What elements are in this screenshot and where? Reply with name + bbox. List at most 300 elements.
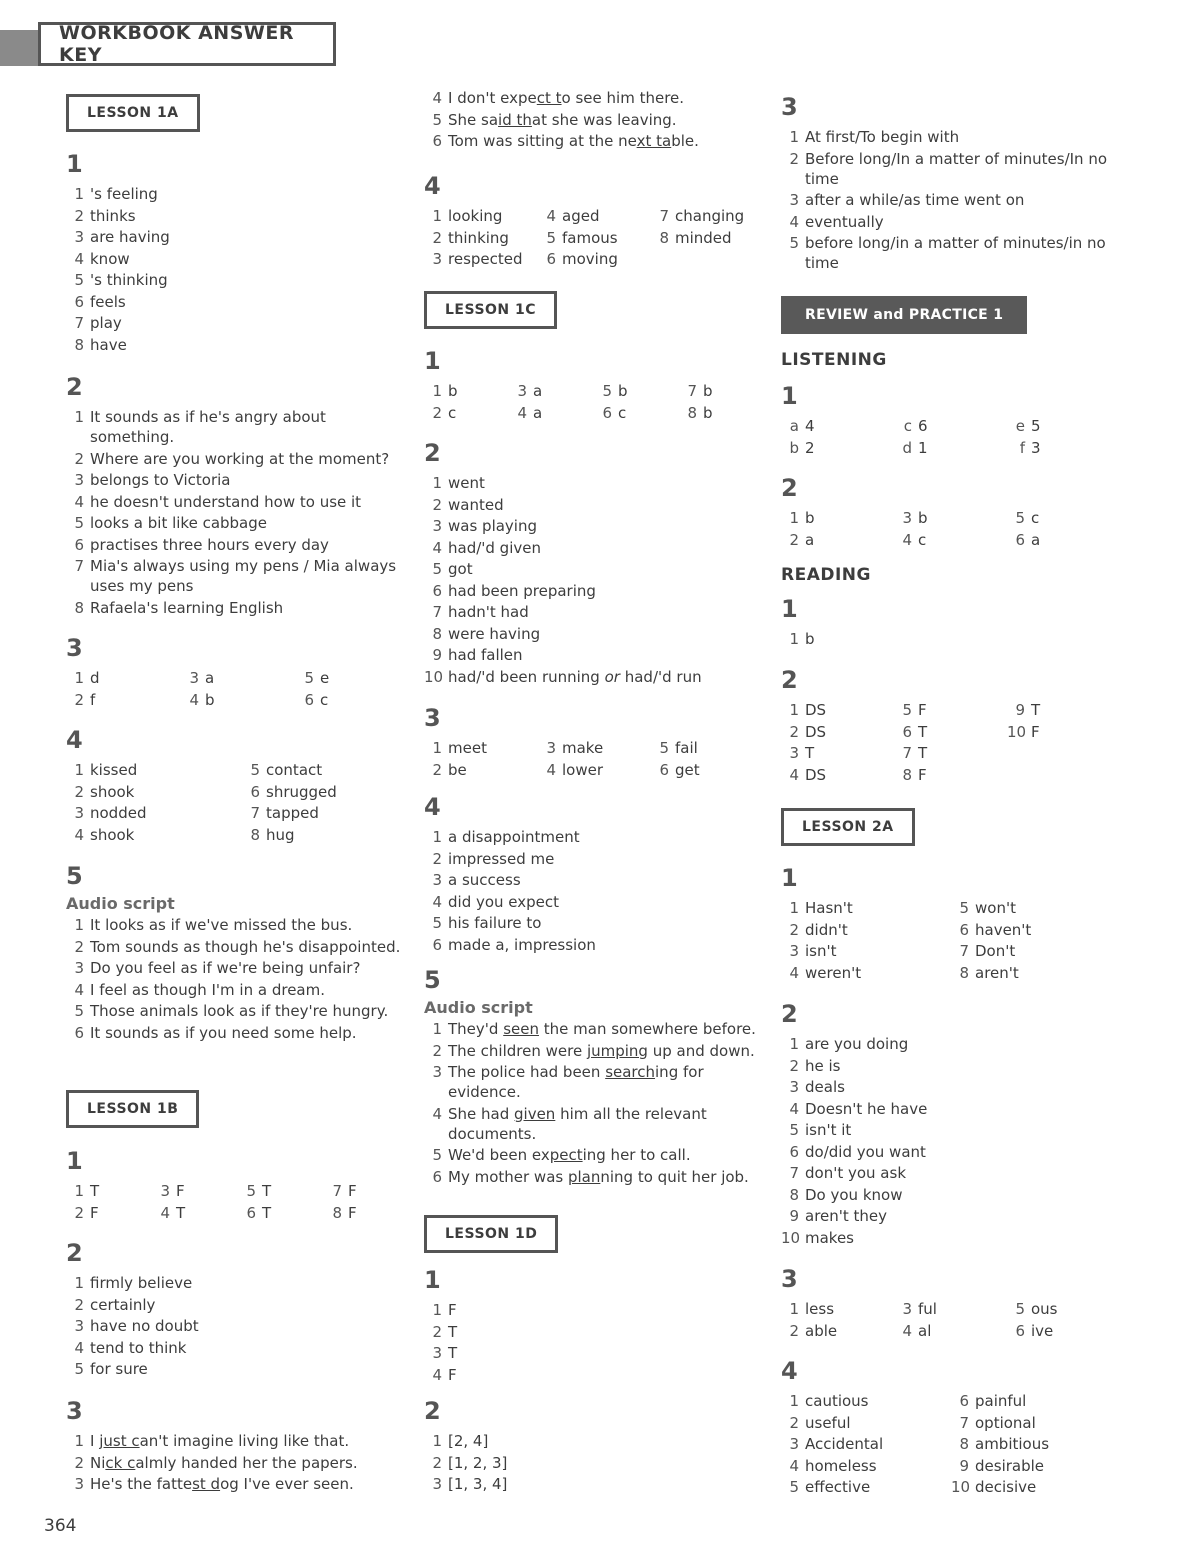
item-number: 1	[432, 1020, 442, 1038]
item-number: 4	[432, 89, 442, 107]
item-text: It looks as if we've missed the bus.	[90, 916, 353, 934]
item-text: did you expect	[448, 892, 560, 911]
item-number: 1	[789, 899, 799, 917]
item-text: an't imagine living like that.	[139, 1432, 350, 1450]
list-item	[781, 233, 1121, 273]
item-number: 1	[432, 1301, 442, 1319]
reading-heading: READING	[781, 565, 871, 585]
item-number: 5	[246, 1182, 256, 1200]
item-text: F	[348, 1182, 357, 1200]
item-number: 3	[432, 1063, 442, 1081]
item-text: T	[918, 722, 928, 741]
exercise: 2 1 [2, 4] 2 [1, 2, 3] 3 [1, 3, 4]	[424, 1397, 764, 1496]
list-item	[424, 1145, 764, 1165]
lesson-2a-header: LESSON 2A	[781, 808, 1181, 846]
grid-item	[324, 1203, 406, 1223]
item-text: optional	[975, 1413, 1036, 1432]
item-number: 8	[659, 228, 669, 247]
underlined-text: just c	[99, 1432, 140, 1450]
list-item	[424, 913, 764, 933]
item-number: 6	[74, 535, 84, 554]
item-number: 1	[789, 701, 799, 719]
grid-item	[66, 825, 242, 845]
item-text: She had	[448, 1104, 515, 1123]
item-text: before long/in a matter of minutes/in no time	[805, 234, 1106, 272]
item-text: 4	[805, 417, 815, 435]
item-text: F	[1031, 722, 1040, 741]
grid-item	[781, 898, 951, 918]
item-text: b	[805, 509, 815, 527]
grid-item	[66, 760, 242, 780]
grid-item	[242, 825, 406, 845]
exercise-continued	[424, 88, 764, 153]
grid-item	[66, 1203, 152, 1223]
item-number: 8	[250, 825, 260, 844]
exercise: 2 1 b 3 b 5 c 2 a 4 c 6 a	[781, 474, 1181, 550]
item-text: ous	[1031, 1300, 1058, 1318]
item-number: 1	[789, 1392, 799, 1410]
item-text: haven't	[975, 920, 1032, 939]
item-text: don't you ask	[805, 1164, 907, 1182]
item-number: 1	[74, 1274, 84, 1292]
item-text: c	[918, 530, 927, 549]
item-number: 5	[250, 761, 260, 779]
list-item	[66, 1453, 406, 1473]
item-text: went	[448, 474, 485, 492]
item-number: 7	[789, 1164, 799, 1182]
list-item	[66, 1023, 406, 1043]
item-number: 7	[659, 207, 669, 225]
grid-item	[1007, 743, 1120, 763]
item-number: 1	[74, 1182, 84, 1200]
item-text: og I've ever seen.	[220, 1475, 354, 1493]
item-text: minded	[675, 228, 732, 247]
item-text: ambitious	[975, 1435, 1050, 1453]
item-text: wanted	[448, 495, 504, 514]
item-number: 1	[74, 916, 84, 934]
item-number: 1	[74, 185, 84, 203]
lesson-1a-header: LESSON 1A	[66, 94, 406, 132]
item-text: T	[262, 1203, 272, 1222]
list-item	[66, 313, 406, 333]
item-text: his failure to	[448, 914, 542, 932]
list-item	[781, 190, 1121, 210]
grid-item	[651, 249, 764, 269]
item-number: e	[1015, 417, 1025, 435]
item-text: able	[805, 1321, 838, 1340]
grid-item	[781, 722, 894, 742]
list-item	[424, 870, 764, 890]
grid-item	[538, 228, 651, 248]
item-number: 3	[74, 1317, 84, 1335]
list-item	[66, 249, 406, 269]
item-text: had/'d given	[448, 538, 541, 557]
item-number: 5	[1015, 1300, 1025, 1318]
item-text: Tom was sitting at the ne	[448, 132, 637, 150]
item-number: 1	[789, 509, 799, 527]
grid-item	[781, 1299, 894, 1319]
item-number: 1	[432, 739, 442, 757]
item-text: F	[348, 1203, 357, 1222]
grid-item	[509, 403, 594, 423]
exercise: 4 1 kissed 5 contact 2 shook 6 shrugged 3 nodded 7 tapped 4 shook 8 hug	[66, 726, 406, 845]
item-text: b	[805, 630, 815, 648]
item-text: shook	[90, 825, 135, 844]
item-text: a	[533, 403, 543, 422]
item-number: 6	[1015, 1321, 1025, 1340]
list-item	[66, 1001, 406, 1021]
item-number: 3	[74, 804, 84, 822]
item-text: have	[90, 335, 127, 354]
item-number: 3	[74, 1475, 84, 1493]
item-number: 4	[789, 1456, 799, 1475]
item-text: f	[90, 690, 96, 709]
list-item	[66, 915, 406, 935]
grid-item	[781, 629, 894, 649]
item-text: [1, 2, 3]	[448, 1453, 508, 1472]
item-text: F	[918, 765, 927, 784]
grid-item	[894, 1321, 1007, 1341]
grid-item	[894, 700, 1007, 720]
item-text: 2	[805, 438, 815, 457]
grid-item	[181, 690, 296, 710]
item-text: desirable	[975, 1456, 1045, 1475]
underlined-text: pect	[549, 1146, 583, 1164]
item-text: fail	[675, 739, 698, 757]
list-item	[66, 335, 406, 355]
item-text: e	[320, 669, 330, 687]
item-number: 3	[432, 871, 442, 889]
exercise: 2 1 went 2 wanted 3 was playing 4 had/'d given 5 got 6 had been preparing 7 hadn't had 8 were having 9 had fallen 10 had/'d been running or had/'d run	[424, 439, 764, 688]
exercise: 1 1 T 3 F 5 T 7 F 2 F 4 T 6 T 8 F	[66, 1147, 406, 1223]
item-number: 8	[432, 624, 442, 643]
item-text: had fallen	[448, 646, 523, 664]
grid-item	[152, 1181, 238, 1201]
list-item	[66, 1359, 406, 1379]
item-text: My mother was	[448, 1167, 568, 1186]
item-text: looking	[448, 207, 503, 225]
item-text: o see him there.	[561, 89, 685, 107]
item-number: 9	[432, 646, 442, 664]
item-number: 6	[902, 722, 912, 741]
item-number: 2	[789, 920, 799, 939]
list-item	[781, 1099, 1181, 1119]
item-number: 5	[304, 669, 314, 687]
item-text: were having	[448, 624, 541, 643]
item-text: DS	[805, 722, 827, 741]
item-number: 3	[432, 517, 442, 535]
item-number: 2	[432, 228, 442, 247]
item-text: a	[805, 530, 815, 549]
grid-item	[781, 1321, 894, 1341]
item-text: respected	[448, 250, 523, 268]
item-text: less	[805, 1300, 835, 1318]
item-text: firmly believe	[90, 1274, 193, 1292]
exercise: 5 Audio script 1 It looks as if we've missed the bus. 2 Tom sounds as though he's disappointed. 3 Do you feel as if we're being unfair? 4 I feel as though I'm in a dream. 5 Those animals look as if they're hungry. 6 It sounds as if you need some help.	[66, 862, 406, 1044]
item-number: 6	[1015, 530, 1025, 549]
item-number: 9	[1015, 701, 1025, 719]
item-number: 6	[304, 690, 314, 709]
item-number: 3	[902, 1300, 912, 1318]
item-text: kissed	[90, 761, 138, 779]
grid-item	[296, 690, 406, 710]
item-text: isn't	[805, 942, 837, 960]
item-text: c	[320, 690, 329, 709]
item-number: f	[1019, 438, 1025, 457]
grid-item	[424, 403, 509, 423]
item-number: 7	[250, 804, 260, 822]
grid-item	[594, 403, 679, 423]
item-text: It sounds as if he's angry about something.	[90, 408, 326, 446]
list-item	[424, 131, 764, 151]
grid-item	[66, 690, 181, 710]
exercise: 5 Audio script 1 They'd seen the man somewhere before. 2 The children were jumping up and down. 3 The police had been searching for evidence. 4 She had given him all the relevant documents. 5 We'd been expecting her to call. 6 My mother was planning to quit her job.	[424, 966, 764, 1188]
list-item	[66, 958, 406, 978]
item-text: T	[918, 744, 928, 762]
exercise: 1 1 b 3 a 5 b 7 b 2 c 4 a 6 c 8 b	[424, 347, 764, 423]
item-number: 3	[789, 942, 799, 960]
item-text: the man somewhere before.	[538, 1020, 756, 1038]
item-number: 3	[789, 191, 799, 209]
list-item	[424, 645, 764, 665]
item-text: be	[448, 760, 467, 779]
list-item	[66, 980, 406, 1000]
item-text: 1	[918, 438, 928, 457]
item-number: 5	[432, 1146, 442, 1164]
list-item	[424, 516, 764, 536]
item-number: 7	[959, 1413, 969, 1432]
list-item	[66, 206, 406, 226]
item-number: 2	[789, 1321, 799, 1340]
item-text: moving	[562, 250, 618, 268]
grid-item	[538, 249, 651, 269]
grid-item	[781, 765, 894, 785]
item-text: feels	[90, 292, 126, 311]
item-text: deals	[805, 1078, 845, 1096]
grid-item	[66, 1181, 152, 1201]
exercise: 3 1 I just can't imagine living like that. 2 Nick calmly handed her the papers. 3 He's the fattest dog I've ever seen.	[66, 1397, 406, 1496]
item-number: 5	[432, 560, 442, 578]
item-number: c	[903, 417, 912, 435]
item-text: are you doing	[805, 1035, 909, 1053]
item-text: 's thinking	[90, 271, 168, 289]
item-number: 6	[432, 581, 442, 600]
exercise: 1 1 F 2 T 3 T 4 F	[424, 1266, 764, 1386]
item-number: 4	[160, 1203, 170, 1222]
item-text: didn't	[805, 920, 848, 939]
item-number: 4	[432, 892, 442, 911]
item-number: 3	[789, 1078, 799, 1096]
exercise: 3 1 At first/To begin with 2 Before long/In a matter of minutes/In no time 3 after a while/as time went on 4 eventually 5 before long/in a matter of minutes/in no time	[781, 93, 1181, 275]
item-text: We'd been ex	[448, 1146, 550, 1164]
grid-item	[424, 760, 538, 780]
list-item	[66, 1316, 406, 1336]
list-item	[424, 1431, 764, 1451]
item-text: Those animals look as if they're hungry.	[90, 1002, 389, 1020]
item-text: painful	[975, 1392, 1027, 1410]
item-text: at she was leaving.	[531, 110, 677, 129]
page-number: 364	[44, 1516, 77, 1536]
exercise: 1 1 Hasn't 5 won't 2 didn't 6 haven't 3 isn't 7 Don't 4 weren't 8 aren't	[781, 864, 1181, 983]
item-text: aren't they	[805, 1207, 888, 1225]
item-text: T	[1031, 701, 1041, 719]
item-text: eventually	[805, 212, 884, 231]
grid-item	[781, 416, 894, 436]
item-number: 4	[789, 1099, 799, 1118]
grid-item	[651, 760, 764, 780]
exercise: 1 a 4 c 6 e 5 b 2 d 1 f 3	[781, 382, 1181, 458]
item-text: changing	[675, 207, 745, 225]
item-text: isn't it	[805, 1121, 852, 1139]
item-text: ing her to call.	[582, 1146, 691, 1164]
item-text: b	[618, 382, 628, 400]
item-text: DS	[805, 765, 827, 784]
list-item	[424, 1041, 764, 1061]
item-text: The police had been	[448, 1063, 606, 1081]
exercise: 1 1 's feeling 2 thinks 3 are having 4 know 5 's thinking 6 feels 7 play 8 have	[66, 150, 406, 356]
list-item	[66, 598, 406, 618]
item-number: 8	[902, 765, 912, 784]
item-number: 4	[74, 249, 84, 268]
list-item	[424, 827, 764, 847]
grid-item	[781, 508, 894, 528]
item-text: c	[618, 403, 627, 422]
item-number: 5	[74, 1360, 84, 1378]
grid-item	[951, 1391, 1121, 1411]
item-text: Doesn't he have	[805, 1099, 928, 1118]
item-text: nodded	[90, 804, 147, 822]
item-number: 2	[432, 760, 442, 779]
grid-item	[951, 898, 1121, 918]
item-text: weren't	[805, 963, 862, 982]
item-text: a	[205, 669, 215, 687]
list-item	[66, 1273, 406, 1293]
grid-item	[324, 1181, 406, 1201]
grid-item	[296, 668, 406, 688]
item-number: b	[789, 438, 799, 457]
item-number: 8	[74, 335, 84, 354]
item-number: 8	[959, 963, 969, 982]
item-text: he is	[805, 1056, 841, 1075]
item-text: F	[448, 1301, 457, 1319]
item-text: b	[703, 382, 713, 400]
item-number: 2	[74, 1453, 84, 1472]
item-number: 4	[74, 825, 84, 844]
grid-item	[951, 963, 1121, 983]
item-text: F	[918, 701, 927, 719]
item-number: 6	[74, 292, 84, 311]
item-text: b	[448, 382, 458, 400]
list-item	[781, 127, 1121, 147]
list-item	[781, 1185, 1181, 1205]
item-text: was playing	[448, 517, 537, 535]
item-text: Where are you working at the moment?	[90, 449, 390, 468]
grid-item	[951, 920, 1121, 940]
item-number: 1	[432, 828, 442, 846]
item-text: had been preparing	[448, 581, 596, 600]
item-text: up and down.	[647, 1041, 755, 1060]
item-number: 6	[432, 1167, 442, 1186]
item-text: impressed me	[448, 849, 555, 868]
item-text: 3	[1031, 438, 1041, 457]
item-text: T	[448, 1344, 458, 1362]
grid-item	[781, 1413, 951, 1433]
item-text: T	[448, 1322, 458, 1341]
grid-item	[1007, 530, 1120, 550]
item-number: 6	[432, 132, 442, 150]
list-item	[424, 892, 764, 912]
list-item	[424, 1322, 764, 1342]
item-number: 1	[74, 1432, 84, 1450]
item-number: d	[902, 438, 912, 457]
item-number: 5	[602, 382, 612, 400]
item-number: 9	[789, 1207, 799, 1225]
item-text: 's feeling	[90, 185, 158, 203]
item-number: 1	[789, 630, 799, 648]
list-item	[66, 184, 406, 204]
grid-item	[679, 403, 764, 423]
item-number: 10	[951, 1478, 971, 1496]
grid-item	[66, 803, 242, 823]
grid-item	[651, 738, 764, 758]
item-text: a	[1031, 530, 1041, 549]
list-item	[66, 937, 406, 957]
item-number: 1	[789, 128, 799, 146]
item-text: for sure	[90, 1360, 148, 1378]
item-text: It sounds as if you need some help.	[90, 1023, 357, 1042]
item-text: ive	[1031, 1321, 1054, 1340]
item-number: 5	[432, 914, 442, 932]
grid-item	[894, 416, 1007, 436]
item-number: 6	[602, 403, 612, 422]
list-item	[424, 1167, 764, 1187]
list-item	[424, 1474, 764, 1494]
item-number: 2	[432, 1322, 442, 1341]
item-number: 1	[789, 1035, 799, 1053]
list-item	[424, 559, 764, 579]
list-item	[66, 1431, 406, 1451]
list-item	[781, 212, 1121, 232]
item-text: DS	[805, 701, 827, 719]
grid-item	[951, 1456, 1121, 1476]
item-number: 7	[432, 603, 442, 621]
item-text: Ni	[90, 1453, 106, 1472]
grid-item	[781, 743, 894, 763]
underlined-text: ck c	[105, 1453, 136, 1472]
item-number: 5	[902, 701, 912, 719]
item-text: a	[533, 382, 543, 400]
underlined-text: jumping	[586, 1041, 648, 1060]
item-text: get	[675, 760, 700, 779]
item-number: 3	[902, 509, 912, 527]
item-text: thinking	[448, 228, 509, 247]
item-text: F	[176, 1182, 185, 1200]
item-text: cautious	[805, 1392, 869, 1410]
list-item	[424, 935, 764, 955]
item-number: 4	[517, 403, 527, 422]
exercise: 3 1 d 3 a 5 e 2 f 4 b 6 c	[66, 634, 406, 710]
item-text: Rafaela's learning English	[90, 598, 284, 617]
item-text: The children were	[448, 1041, 587, 1060]
item-number: 5	[959, 899, 969, 917]
item-number: 3	[160, 1182, 170, 1200]
grid-item	[781, 963, 951, 983]
item-text: him all the relevant documents.	[448, 1104, 707, 1143]
item-number: 1	[432, 382, 442, 400]
item-number: 6	[789, 1142, 799, 1161]
item-number: 4	[546, 207, 556, 225]
list-item	[66, 292, 406, 312]
